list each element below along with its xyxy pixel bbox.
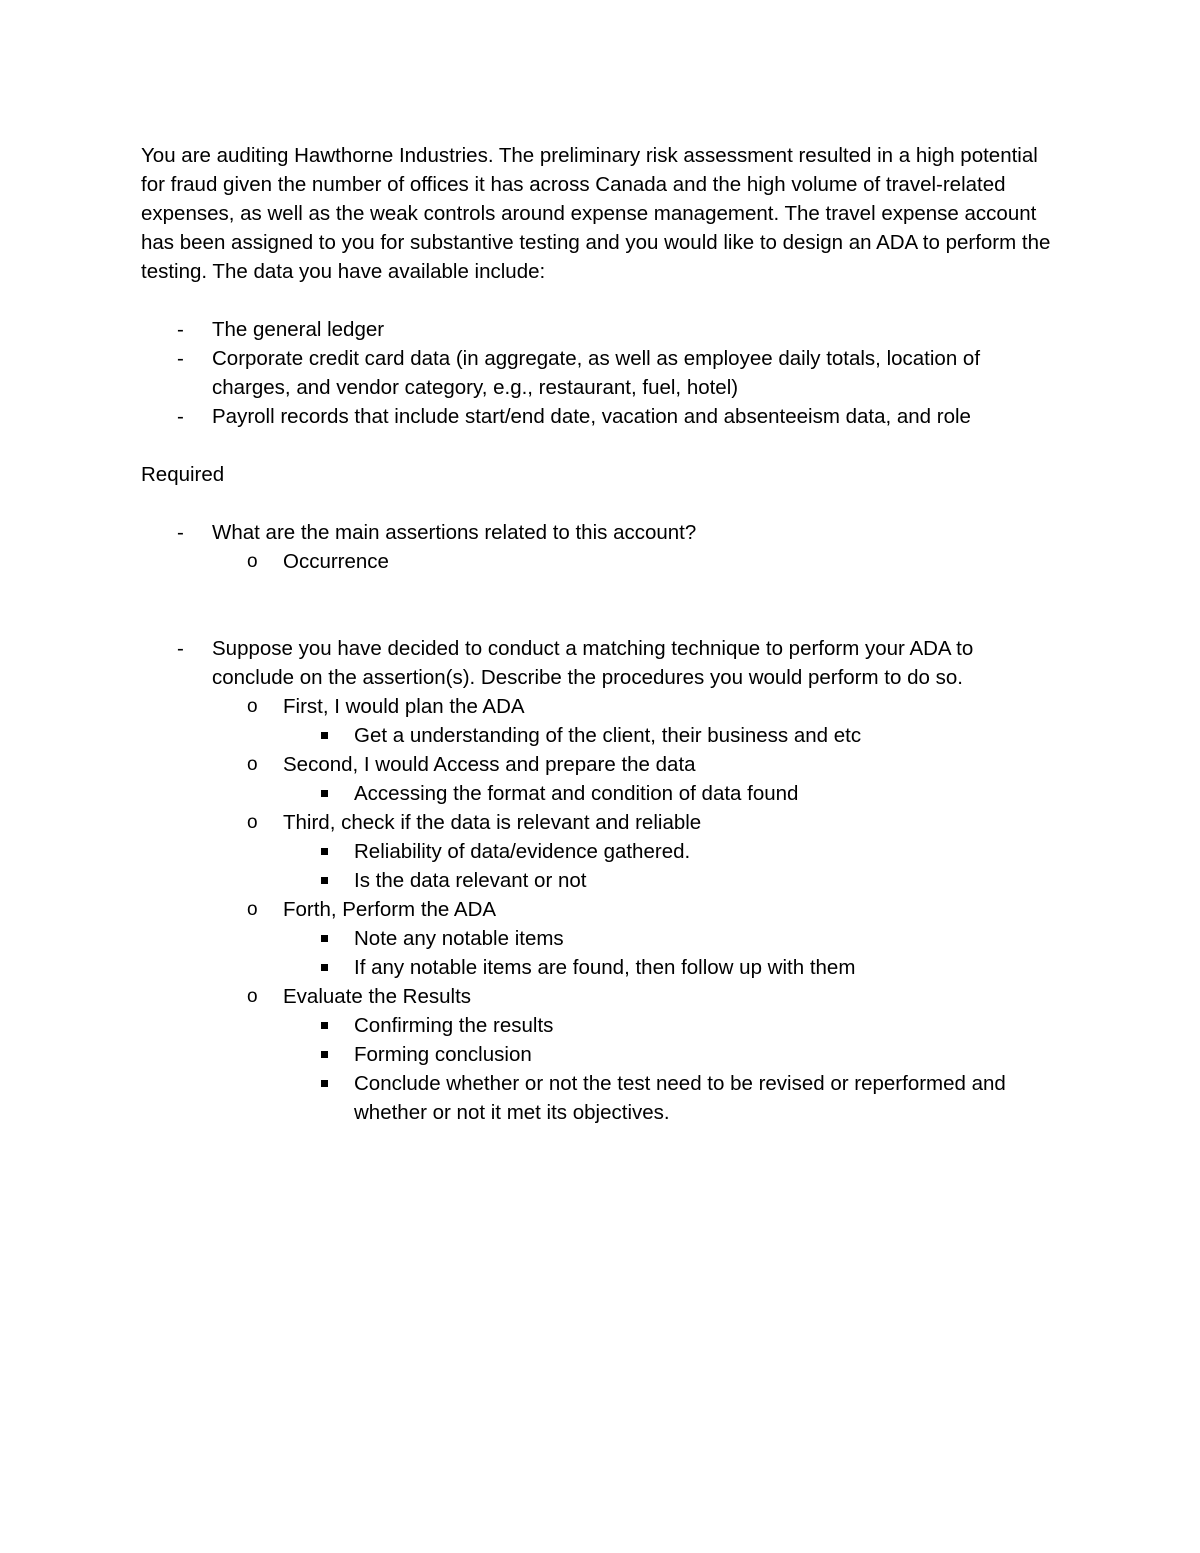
answer-list xyxy=(212,547,1056,576)
list-item xyxy=(141,344,1056,402)
spacer xyxy=(212,576,1056,634)
square-bullet-icon xyxy=(321,732,328,739)
detail-item xyxy=(283,924,1056,953)
list-item xyxy=(141,402,1056,431)
circle-bullet: o xyxy=(247,551,258,572)
answer-text: Evaluate the Results xyxy=(283,985,472,1008)
data-item-credit-card: Corporate credit card data (in aggregate, as well as employee daily totals, location of charges, and vendor category, e.g., restaurant, fuel, hotel) xyxy=(212,347,981,399)
answer-text: First, I would plan the ADA xyxy=(283,695,525,718)
detail-item xyxy=(283,866,1056,895)
question-2 xyxy=(141,634,1056,1127)
question-text: What are the main assertions related to this account? xyxy=(212,521,697,544)
square-bullet-icon xyxy=(321,964,328,971)
square-bullet-icon xyxy=(321,935,328,942)
detail-text: Note any notable items xyxy=(354,927,564,950)
detail-item xyxy=(283,1011,1056,1040)
intro-paragraph: You are auditing Hawthorne Industries. The preliminary risk assessment resulted in a high potential for fraud given the number of offices it has across Canada and the high volume of travel-related expenses, as well as the weak controls around expense management. The travel expense account has been assigned to you for substantive testing and you would like to design an ADA to perform the testing. The data you have available include: xyxy=(141,144,1051,283)
document-body xyxy=(141,141,1056,1127)
dash-bullet: - xyxy=(177,521,184,544)
detail-text: Accessing the format and condition of data found xyxy=(354,782,799,805)
square-bullet-icon xyxy=(321,1051,328,1058)
dash-bullet: - xyxy=(177,347,184,370)
answer-text: Second, I would Access and prepare the data xyxy=(283,753,696,776)
answer-item xyxy=(212,808,1056,895)
detail-list xyxy=(283,779,1056,808)
detail-text: Is the data relevant or not xyxy=(354,869,587,892)
circle-bullet: o xyxy=(247,899,258,920)
circle-bullet: o xyxy=(247,754,258,775)
square-bullet-icon xyxy=(321,790,328,797)
detail-item xyxy=(283,721,1056,750)
question-1 xyxy=(141,518,1056,634)
detail-item xyxy=(283,1069,1056,1127)
detail-list xyxy=(283,721,1056,750)
square-bullet-icon xyxy=(321,1022,328,1029)
square-bullet-icon xyxy=(321,848,328,855)
dash-bullet: - xyxy=(177,637,184,660)
detail-text: Conclude whether or not the test need to be revised or reperformed and whether or not it met its objectives. xyxy=(354,1072,1006,1124)
detail-text: Reliability of data/evidence gathered. xyxy=(354,840,691,863)
answer-text: Forth, Perform the ADA xyxy=(283,898,497,921)
list-item xyxy=(141,315,1056,344)
detail-list xyxy=(283,1011,1056,1127)
data-item-payroll: Payroll records that include start/end date, vacation and absenteeism data, and role xyxy=(212,405,971,428)
detail-item xyxy=(283,953,1056,982)
circle-bullet: o xyxy=(247,812,258,833)
detail-item xyxy=(283,837,1056,866)
available-data-list xyxy=(141,315,1056,431)
detail-list xyxy=(283,924,1056,982)
answer-item xyxy=(212,895,1056,982)
answer-text: Occurrence xyxy=(283,550,389,573)
circle-bullet: o xyxy=(247,986,258,1007)
answer-text: Third, check if the data is relevant and reliable xyxy=(283,811,702,834)
data-item-general-ledger: The general ledger xyxy=(212,318,385,341)
questions-list xyxy=(141,518,1056,1127)
answer-item xyxy=(212,692,1056,750)
detail-text: Get a understanding of the client, their business and etc xyxy=(354,724,862,747)
detail-text: If any notable items are found, then follow up with them xyxy=(354,956,856,979)
answer-list xyxy=(212,692,1056,1127)
square-bullet-icon xyxy=(321,1080,328,1087)
circle-bullet: o xyxy=(247,696,258,717)
square-bullet-icon xyxy=(321,877,328,884)
detail-item xyxy=(283,1040,1056,1069)
required-heading: Required xyxy=(141,463,225,486)
detail-item xyxy=(283,779,1056,808)
detail-text: Forming conclusion xyxy=(354,1043,532,1066)
question-text: Suppose you have decided to conduct a matching technique to perform your ADA to conclude on the assertion(s). Describe the procedures you would perform to do so. xyxy=(212,637,974,689)
dash-bullet: - xyxy=(177,405,184,428)
dash-bullet: - xyxy=(177,318,184,341)
detail-list xyxy=(283,837,1056,895)
answer-item xyxy=(212,982,1056,1127)
detail-text: Confirming the results xyxy=(354,1014,554,1037)
answer-item xyxy=(212,750,1056,808)
answer-item xyxy=(212,547,1056,576)
